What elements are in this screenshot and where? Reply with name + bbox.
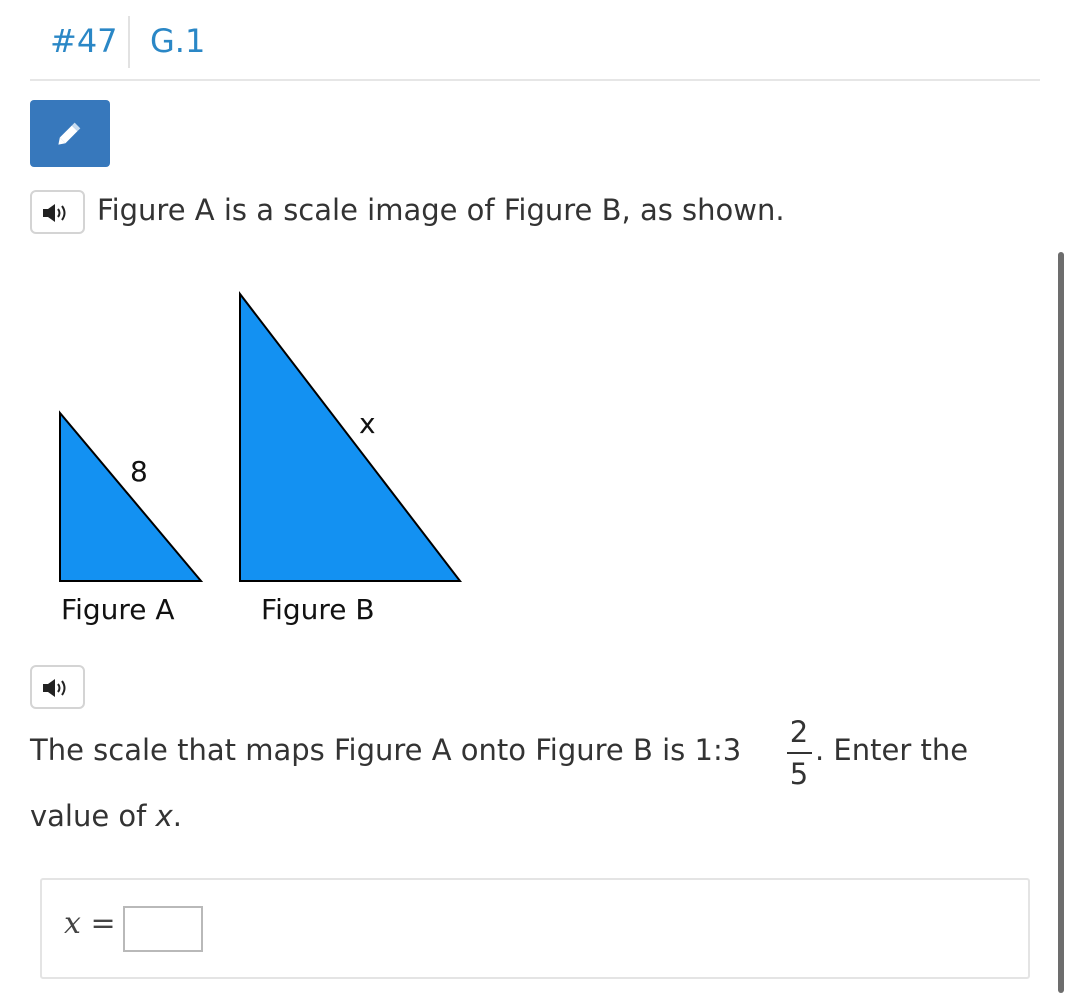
question-value-line xyxy=(30,799,182,833)
figure-a-label: Figure A xyxy=(61,593,175,626)
fraction-denominator: 5 xyxy=(789,757,809,791)
answer-input[interactable] xyxy=(123,906,203,952)
question-intro-text: Figure A is a scale image of Figure B, as shown. xyxy=(97,193,785,227)
variable-x: x xyxy=(155,799,173,833)
figure-b-label: Figure B xyxy=(261,593,375,626)
value-of-text: value of xyxy=(30,799,156,833)
read-aloud-button-2[interactable] xyxy=(30,665,85,709)
figure-b-side-label: x xyxy=(359,407,376,440)
speaker-icon xyxy=(43,679,73,697)
figure-a-side-label: 8 xyxy=(130,455,148,488)
figure-a-triangle xyxy=(60,413,201,581)
answer-variable: x xyxy=(64,906,81,941)
period: . xyxy=(172,799,182,833)
scrollbar[interactable] xyxy=(1058,252,1064,993)
fraction-bar xyxy=(787,752,812,754)
question-scale-text: The scale that maps Figure A onto Figure B is 1:3 xyxy=(30,733,742,767)
question-scale-text-end: . Enter the xyxy=(815,733,969,767)
answer-label xyxy=(64,906,116,941)
equals-sign: = xyxy=(90,906,116,941)
figure-b-triangle xyxy=(240,294,460,581)
skill-code: G.1 xyxy=(150,22,206,60)
fraction-numerator: 2 xyxy=(789,715,809,749)
question-number: #47 xyxy=(50,22,118,60)
